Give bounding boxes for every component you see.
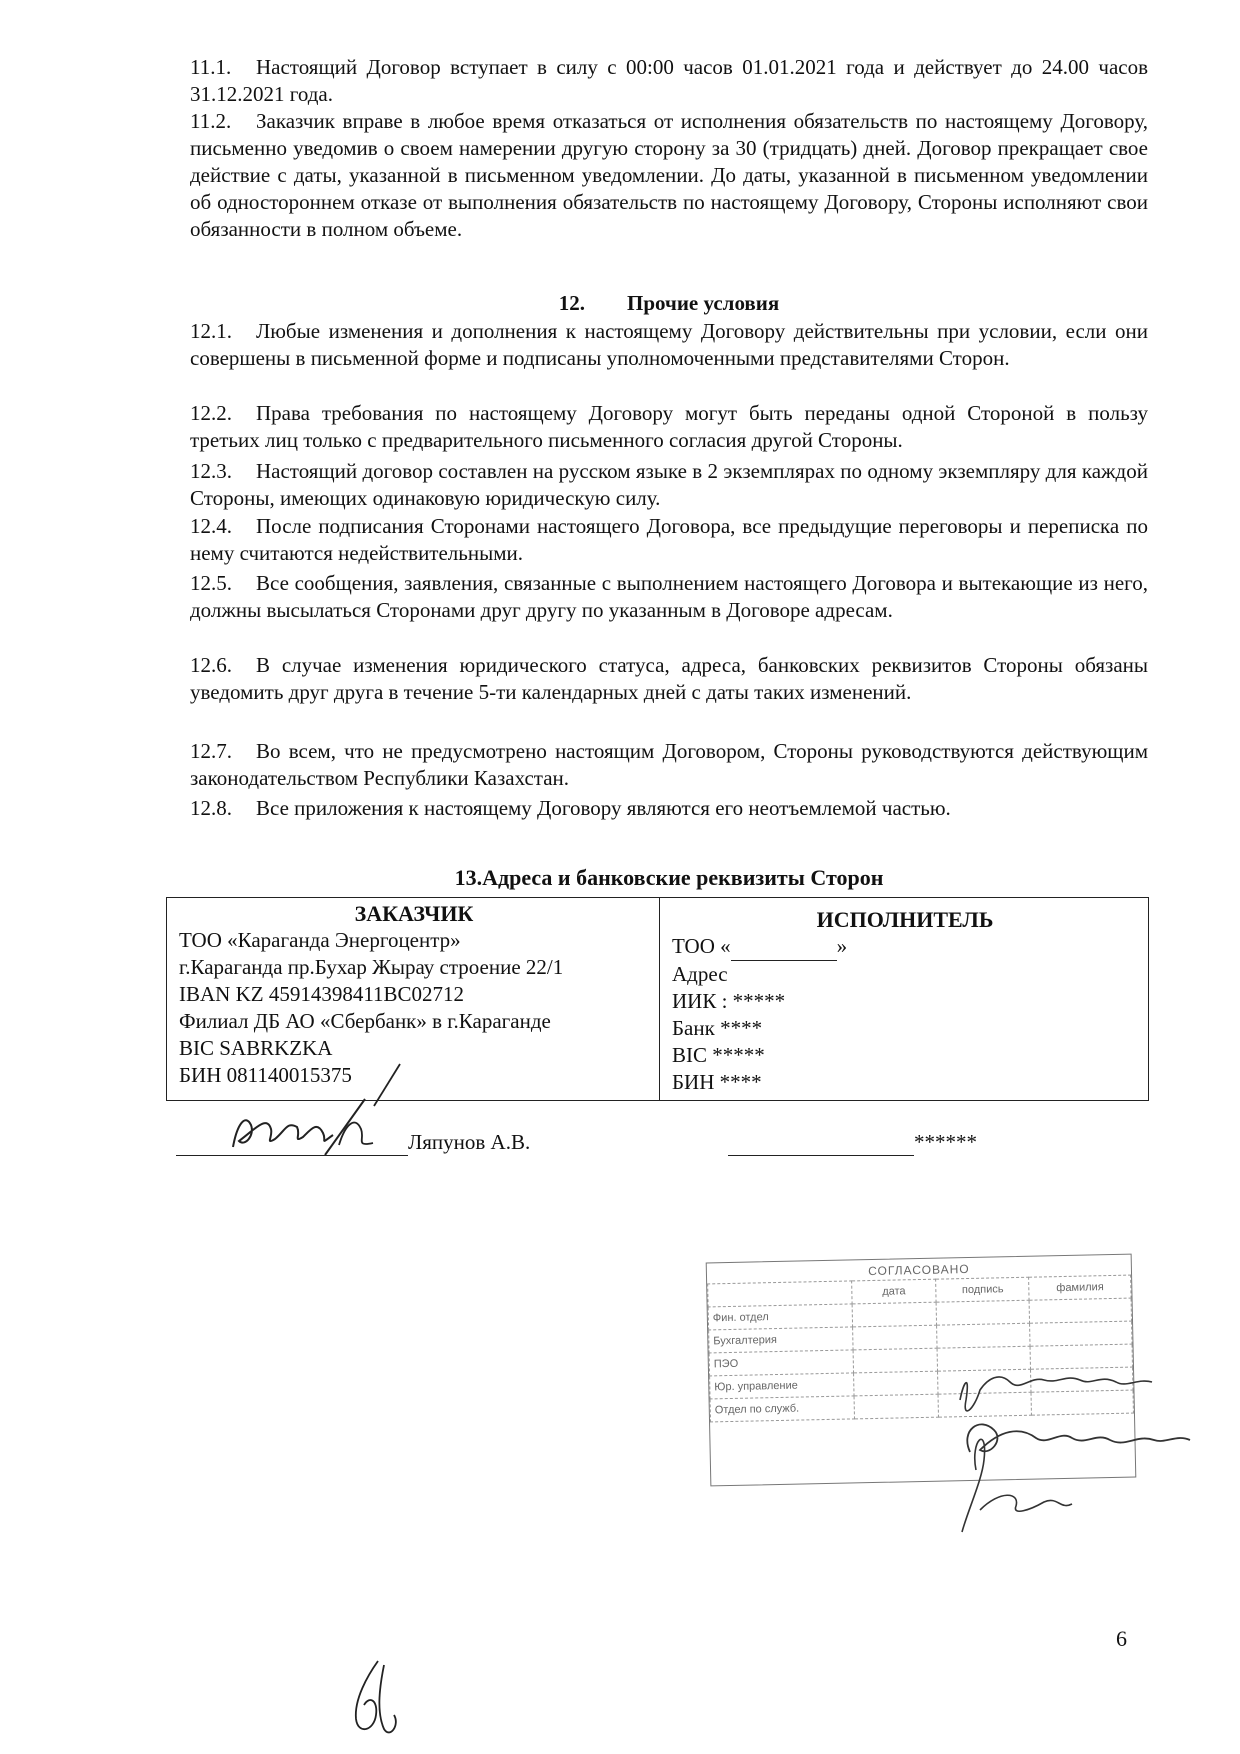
clause-text: Любые изменения и дополнения к настоящему Договору действительны при условии, если они совершены в письменной форме и подписаны уполномоченными представителями Сторон.: [190, 319, 1148, 370]
stamp-row-label: Фин. отдел: [708, 1304, 852, 1330]
contractor-name-prefix: ТОО «: [672, 934, 731, 958]
contractor-line: БИН ****: [672, 1070, 762, 1094]
customer-heading: ЗАКАЗЧИК: [354, 901, 474, 926]
customer-line: г.Караганда пр.Бухар Жырау строение 22/1: [179, 955, 564, 979]
section-title: Прочие условия: [627, 291, 780, 315]
customer-line: IBAN KZ 45914398411BC02712: [179, 982, 465, 1006]
clause-text: Все сообщения, заявления, связанные с выполнением настоящего Договора и вытекающие из него, должны высылаться Сторонами друг другу по указанным в Договоре адресам.: [190, 571, 1148, 622]
requisites-table: [166, 897, 1149, 1101]
customer-column: [167, 898, 660, 1101]
clause-number: 12.6.: [190, 653, 232, 677]
clause-12-3: [190, 458, 1148, 512]
clause-text: Настоящий Договор вступает в силу с 00:00 часов 01.01.2021 года и действует до 24.00 часов 31.12.2021 года.: [190, 55, 1148, 106]
clause-text: В случае изменения юридического статуса, адреса, банковских реквизитов Стороны обязаны уведомить друг друга в течение 5-ти календарных дней с даты таких изменений.: [190, 653, 1148, 704]
clause-number: 11.2.: [190, 109, 232, 133]
clause-text: Настоящий договор составлен на русском языке в 2 экземплярах по одному экземпляру для каждой Стороны, имеющих одинаковую юридическую силу.: [190, 459, 1148, 510]
clause-number: 12.1.: [190, 319, 232, 343]
stamp-row-label: Отдел по служб.: [710, 1396, 854, 1422]
clause-12-7: [190, 738, 1148, 792]
contractor-name: [672, 933, 1138, 961]
contractor-line: Адрес: [672, 962, 728, 986]
section-number: 12.: [558, 291, 585, 315]
stamp-row-label: Бухгалтерия: [709, 1327, 853, 1353]
contractor-name-suffix: »: [836, 934, 848, 958]
customer-line: БИН 081140015375: [179, 1063, 352, 1087]
customer-line: Филиал ДБ АО «Сбербанк» в г.Караганде: [179, 1009, 551, 1033]
clause-number: 12.7.: [190, 739, 232, 763]
clause-12-5: [190, 570, 1148, 624]
clause-11-2: [190, 108, 1148, 243]
stamp-title: СОГЛАСОВАНО: [868, 1261, 970, 1279]
clause-number: 12.3.: [190, 459, 232, 483]
initials-handwritten: [340, 1655, 410, 1745]
customer-signatory-name: Ляпунов А.В.: [408, 1130, 531, 1154]
clause-number: 12.8.: [190, 796, 232, 820]
stamp-col-signature: подпись: [936, 1277, 1030, 1302]
stamp-row-label: Юр. управление: [710, 1373, 854, 1399]
contractor-heading: ИСПОЛНИТЕЛЬ: [816, 907, 994, 932]
clause-number: 12.2.: [190, 401, 232, 425]
clause-12-2: [190, 400, 1148, 454]
clause-text: Во всем, что не предусмотрено настоящим Договором, Стороны руководствуются действующим законодательством Республики Казахстан.: [190, 739, 1148, 790]
section-12-heading: [190, 290, 1148, 317]
clause-text: Права требования по настоящему Договору могут быть переданы одной Стороной в пользу третьих лиц только с предварительного письменного согласия другой Стороны.: [190, 401, 1148, 452]
clause-12-8: [190, 795, 1148, 822]
clause-text: Заказчик вправе в любое время отказаться от исполнения обязательств по настоящему Договору, письменно уведомив о своем намерении другую сторону за 30 (тридцать) дней. Договор прекращает свое действие с даты, указанной в письменном уведомлении. До даты, указанной в письменном уведомлении об одностороннем отказе от выполнения обязательств по настоящему Договору, Стороны исполняют свои обязанности в полном объеме.: [190, 109, 1148, 241]
section-13-heading: 13.Адреса и банковские реквизиты Сторон: [454, 865, 884, 890]
customer-line: BIC SABRKZKA: [179, 1036, 333, 1060]
stamp-row-label: ПЭО: [709, 1350, 853, 1376]
contractor-signatory-name: ******: [914, 1130, 977, 1154]
customer-line: ТОО «Караганда Энергоцентр»: [179, 928, 461, 952]
page-number: 6: [1116, 1626, 1127, 1651]
clause-number: 11.1.: [190, 55, 232, 79]
contractor-line: Банк ****: [672, 1016, 763, 1040]
contractor-column: [660, 898, 1149, 1101]
clause-number: 12.5.: [190, 571, 232, 595]
contractor-signature-block: [728, 1130, 977, 1156]
clause-12-6: [190, 652, 1148, 706]
contractor-line: BIC *****: [672, 1043, 765, 1067]
clause-11-1: [190, 54, 1148, 108]
clause-number: 12.4.: [190, 514, 232, 538]
clause-text: Все приложения к настоящему Договору являются его неотъемлемой частью.: [256, 796, 951, 820]
approval-handwritten-signatures: [940, 1360, 1210, 1550]
signature-slash-mark: [368, 1060, 408, 1110]
clause-text: После подписания Сторонами настоящего Договора, все предыдущие переговоры и переписка по нему считаются недействительными.: [190, 514, 1148, 565]
contractor-signature-line: [728, 1130, 914, 1156]
stamp-header-cell: [708, 1281, 852, 1307]
stamp-col-surname: фамилия: [1029, 1275, 1131, 1300]
contractor-name-blank: [731, 933, 837, 961]
stamp-col-date: дата: [851, 1279, 936, 1304]
contractor-line: ИИК : *****: [672, 989, 786, 1013]
clause-12-1: [190, 318, 1148, 372]
clause-12-4: [190, 513, 1148, 567]
